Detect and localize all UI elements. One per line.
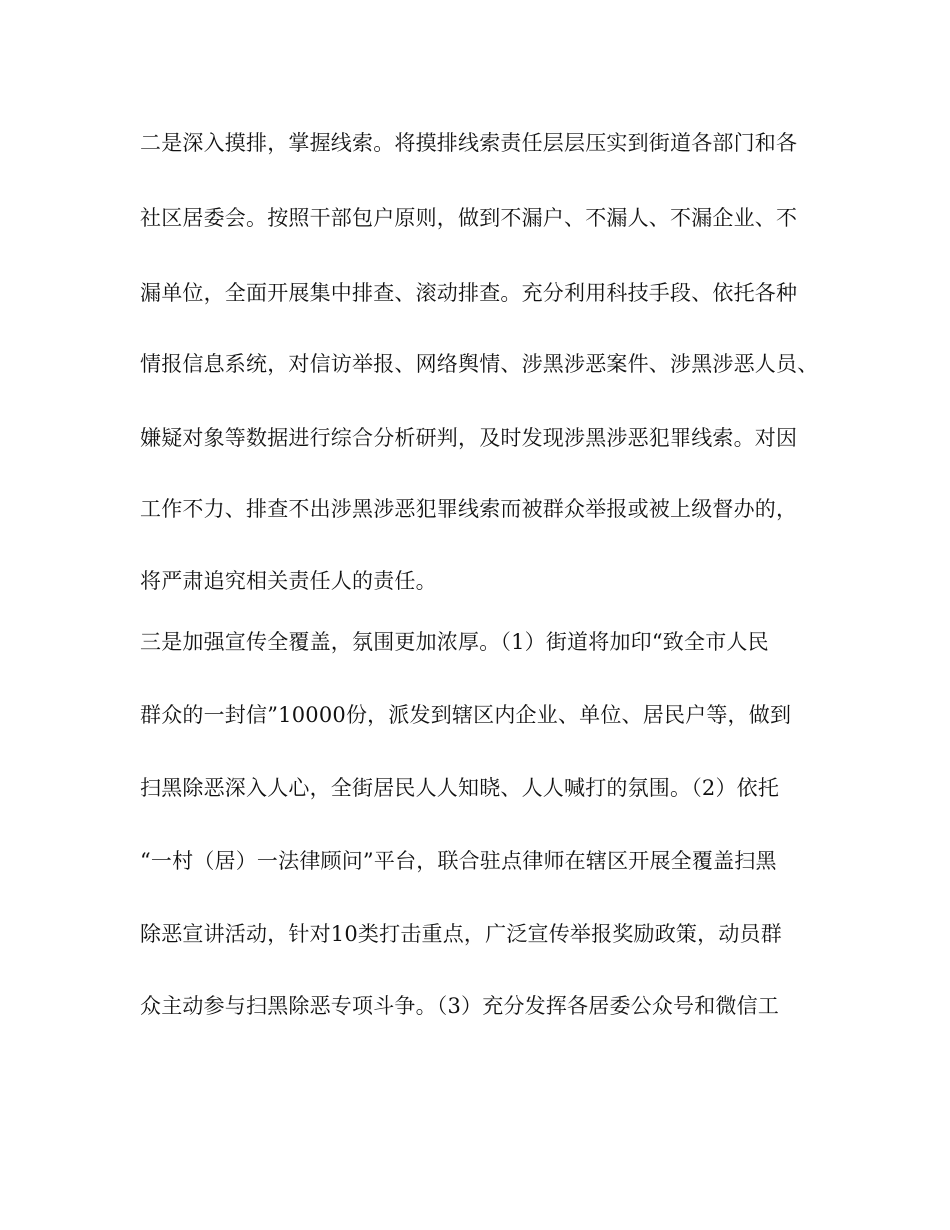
paragraph-1-line-2: 社区居委会。按照干部包户原则，做到不漏户、不漏人、不漏企业、不 [140,206,798,230]
paragraph-2-line-3: 扫黑除恶深入人心，全街居民人人知晓、人人喊打的氛围。（2）依托 [140,776,780,800]
paragraph-2-line-6: 众主动参与扫黑除恶专项斗争。（3）充分发挥各居委公众号和微信工 [140,994,780,1018]
paragraph-2-line-4: “一村（居）一法律顾问”平台，联合驻点律师在辖区开展全覆盖扫黑 [140,849,777,873]
paragraph-1-line-5: 嫌疑对象等数据进行综合分析研判，及时发现涉黑涉恶犯罪线索。对因 [140,426,798,450]
paragraph-2-line-2: 群众的一封信”10000份，派发到辖区内企业、单位、居民户等，做到 [140,703,792,727]
paragraph-2-line-1: 三是加强宣传全覆盖，氛围更加浓厚。（1）街道将加印“致全市人民 [140,630,769,654]
paragraph-1-line-3: 漏单位，全面开展集中排查、滚动排查。充分利用科技手段、依托各种 [140,281,798,305]
paragraph-1-line-1: 二是深入摸排，掌握线索。将摸排线索责任层层压实到街道各部门和各 [140,131,798,155]
paragraph-1-line-7: 将严肃追究相关责任人的责任。 [140,569,437,593]
paragraph-1-line-4: 情报信息系统，对信访举报、网络舆情、涉黑涉恶案件、涉黑涉恶人员、 [140,352,819,376]
paragraph-1-line-6: 工作不力、排查不出涉黑涉恶犯罪线索而被群众举报或被上级督办的， [140,497,798,521]
paragraph-2-line-5: 除恶宣讲活动，针对10类打击重点，广泛宣传举报奖励政策，动员群 [140,922,782,946]
